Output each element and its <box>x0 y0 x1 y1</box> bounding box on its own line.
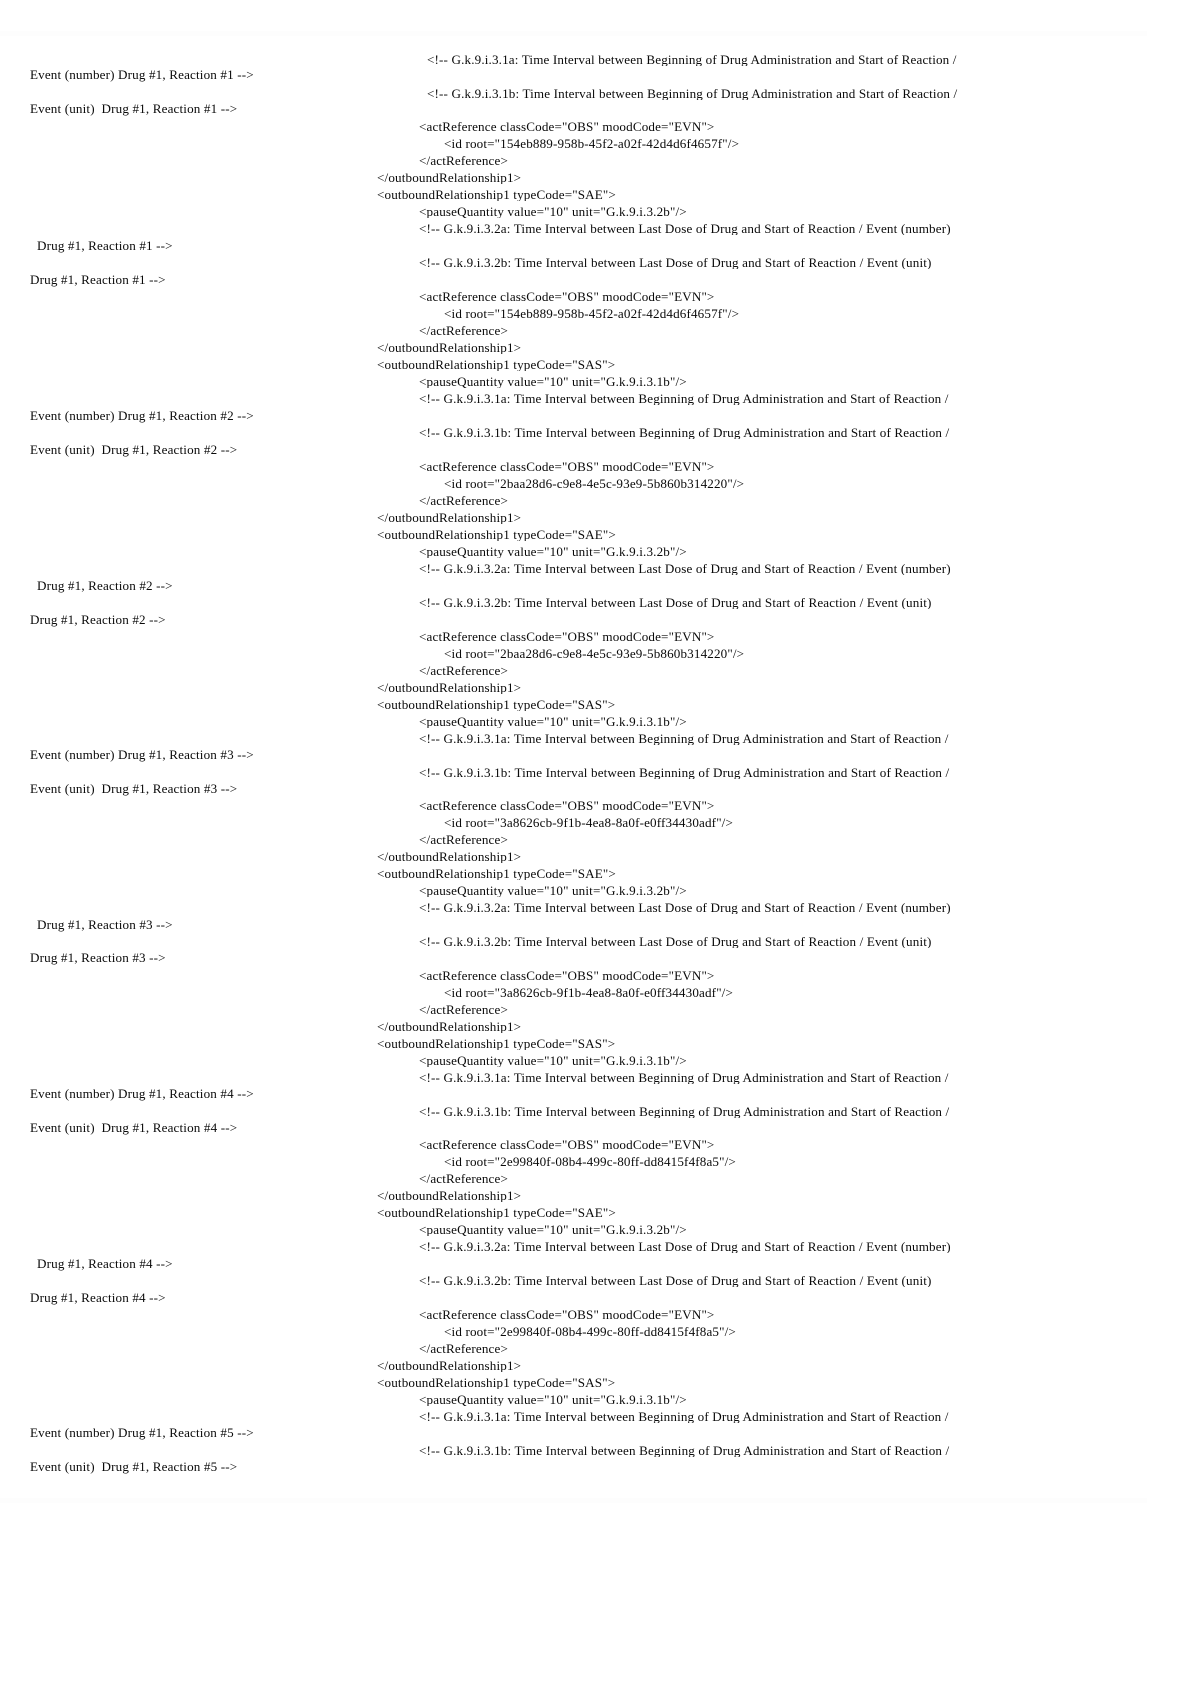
code-line-text: </actReference> <box>419 664 508 678</box>
comment-tail-text: Drug #1, Reaction #2 --> <box>37 578 173 593</box>
code-line-text: <outboundRelationship1 typeCode="SAE"> <box>377 1206 616 1220</box>
comment-tail-line <box>0 68 400 81</box>
code-line-text: <!-- G.k.9.i.3.1b: Time Interval between Beginning of Drug Administration and Start of Reaction / <box>419 1444 950 1458</box>
page-bottom-margin <box>0 1503 1181 1695</box>
comment-tail-line <box>0 579 400 592</box>
comment-tail-line <box>0 918 400 931</box>
comment-tail-text: Drug #1, Reaction #2 --> <box>30 612 166 627</box>
code-line-text: <pauseQuantity value="10" unit="G.k.9.i.3.1b"/> <box>419 375 687 389</box>
comment-tail-line <box>0 782 400 795</box>
code-line-text: <!-- G.k.9.i.3.1b: Time Interval between Beginning of Drug Administration and Start of Reaction / <box>419 426 950 440</box>
code-line-text: <id root="3a8626cb-9f1b-4ea8-8a0f-e0ff34430adf"/> <box>444 816 734 830</box>
code-line-text: <id root="3a8626cb-9f1b-4ea8-8a0f-e0ff34430adf"/> <box>444 986 734 1000</box>
code-line-text: <actReference classCode="OBS" moodCode="EVN"> <box>419 460 715 474</box>
code-line-text: <pauseQuantity value="10" unit="G.k.9.i.3.2b"/> <box>419 545 687 559</box>
code-line-text: </outboundRelationship1> <box>377 511 522 525</box>
code-line-text: <pauseQuantity value="10" unit="G.k.9.i.3.1b"/> <box>419 1054 687 1068</box>
code-line-text: <outboundRelationship1 typeCode="SAS"> <box>377 1037 616 1051</box>
code-line-text: <pauseQuantity value="10" unit="G.k.9.i.3.2b"/> <box>419 884 687 898</box>
code-line-text: <!-- G.k.9.i.3.1a: Time Interval between Beginning of Drug Administration and Start of Reaction / <box>419 1410 949 1424</box>
wrapped-comment-column <box>0 31 400 1503</box>
code-line-text: <actReference classCode="OBS" moodCode="EVN"> <box>419 120 715 134</box>
comment-tail-line <box>0 613 400 626</box>
code-line-text: </actReference> <box>419 324 508 338</box>
code-line-text: <!-- G.k.9.i.3.2a: Time Interval between Last Dose of Drug and Start of Reaction / Event (number) <box>419 562 951 576</box>
code-line-text: <!-- G.k.9.i.3.2a: Time Interval between Last Dose of Drug and Start of Reaction / Event (number) <box>419 901 951 915</box>
comment-tail-text: Drug #1, Reaction #3 --> <box>30 950 166 965</box>
code-line-text: </outboundRelationship1> <box>377 1359 522 1373</box>
code-line-text: <!-- G.k.9.i.3.2b: Time Interval between Last Dose of Drug and Start of Reaction / Event (unit) <box>419 256 932 270</box>
code-line-text: <pauseQuantity value="10" unit="G.k.9.i.3.2b"/> <box>419 205 687 219</box>
comment-tail-text: Event (unit) Drug #1, Reaction #2 --> <box>30 442 238 457</box>
code-line-text: <pauseQuantity value="10" unit="G.k.9.i.3.1b"/> <box>419 1393 687 1407</box>
comment-tail-text: Event (unit) Drug #1, Reaction #4 --> <box>30 1120 238 1135</box>
page-top-margin <box>0 0 1181 31</box>
comment-tail-line <box>0 443 400 456</box>
code-line-text: <!-- G.k.9.i.3.1a: Time Interval between Beginning of Drug Administration and Start of Reaction / <box>427 53 957 67</box>
comment-tail-line <box>0 239 400 252</box>
comment-tail-line <box>0 1121 400 1134</box>
code-line-text: <outboundRelationship1 typeCode="SAS"> <box>377 698 616 712</box>
code-line-text: <id root="2e99840f-08b4-499c-80ff-dd8415f4f8a5"/> <box>444 1325 736 1339</box>
code-line-text: <outboundRelationship1 typeCode="SAS"> <box>377 1376 616 1390</box>
code-line-text: </outboundRelationship1> <box>377 1020 522 1034</box>
comment-tail-text: Event (unit) Drug #1, Reaction #5 --> <box>30 1459 238 1474</box>
comment-tail-text: Event (unit) Drug #1, Reaction #3 --> <box>30 781 238 796</box>
comment-tail-text: Drug #1, Reaction #1 --> <box>30 272 166 287</box>
code-line-text: <actReference classCode="OBS" moodCode="EVN"> <box>419 630 715 644</box>
code-line-text: <id root="2e99840f-08b4-499c-80ff-dd8415f4f8a5"/> <box>444 1155 736 1169</box>
comment-tail-text: Drug #1, Reaction #3 --> <box>37 917 173 932</box>
code-line-text: </outboundRelationship1> <box>377 850 522 864</box>
code-line-text: <pauseQuantity value="10" unit="G.k.9.i.3.1b"/> <box>419 715 687 729</box>
code-line-text: <!-- G.k.9.i.3.1a: Time Interval between Beginning of Drug Administration and Start of Reaction / <box>419 732 949 746</box>
code-line-text: <!-- G.k.9.i.3.1b: Time Interval between Beginning of Drug Administration and Start of Reaction / <box>419 766 950 780</box>
code-line-text: </outboundRelationship1> <box>377 171 522 185</box>
comment-tail-line <box>0 748 400 761</box>
code-line-text: </actReference> <box>419 1172 508 1186</box>
comment-tail-text: Drug #1, Reaction #4 --> <box>37 1256 173 1271</box>
comment-tail-text: Event (number) Drug #1, Reaction #2 --> <box>30 408 254 423</box>
comment-tail-text: Drug #1, Reaction #1 --> <box>37 238 173 253</box>
code-line-text: </outboundRelationship1> <box>377 1189 522 1203</box>
comment-tail-line <box>0 1291 400 1304</box>
code-line-text: <outboundRelationship1 typeCode="SAE"> <box>377 867 616 881</box>
code-line-text: <!-- G.k.9.i.3.2a: Time Interval between Last Dose of Drug and Start of Reaction / Event (number) <box>419 1240 951 1254</box>
code-line-text: <actReference classCode="OBS" moodCode="EVN"> <box>419 1138 715 1152</box>
code-line-text: <outboundRelationship1 typeCode="SAE"> <box>377 528 616 542</box>
comment-tail-line <box>0 951 400 964</box>
comment-tail-line <box>0 273 400 286</box>
code-line-text: <!-- G.k.9.i.3.1a: Time Interval between Beginning of Drug Administration and Start of Reaction / <box>419 392 949 406</box>
code-line-text: <actReference classCode="OBS" moodCode="EVN"> <box>419 290 715 304</box>
code-line-text: <id root="154eb889-958b-45f2-a02f-42d4d6f4657f"/> <box>444 137 740 151</box>
comment-tail-text: Event (number) Drug #1, Reaction #1 --> <box>30 67 254 82</box>
code-line-text: <!-- G.k.9.i.3.1a: Time Interval between Beginning of Drug Administration and Start of Reaction / <box>419 1071 949 1085</box>
comment-tail-line <box>0 409 400 422</box>
comment-tail-line <box>0 1426 400 1439</box>
code-line-text: <outboundRelationship1 typeCode="SAE"> <box>377 188 616 202</box>
code-line-text: <pauseQuantity value="10" unit="G.k.9.i.3.2b"/> <box>419 1223 687 1237</box>
comment-tail-text: Event (unit) Drug #1, Reaction #1 --> <box>30 101 238 116</box>
code-line-text: </outboundRelationship1> <box>377 681 522 695</box>
code-line-text: </actReference> <box>419 494 508 508</box>
code-line-text: <outboundRelationship1 typeCode="SAS"> <box>377 358 616 372</box>
comment-tail-line <box>0 1460 400 1473</box>
code-line-text: <actReference classCode="OBS" moodCode="EVN"> <box>419 799 715 813</box>
code-line-text: <!-- G.k.9.i.3.2b: Time Interval between Last Dose of Drug and Start of Reaction / Event (unit) <box>419 596 932 610</box>
code-line-text: <!-- G.k.9.i.3.1b: Time Interval between Beginning of Drug Administration and Start of Reaction / <box>419 1105 950 1119</box>
code-line-text: <id root="2baa28d6-c9e8-4e5c-93e9-5b860b314220"/> <box>444 647 745 661</box>
code-line-text: <id root="2baa28d6-c9e8-4e5c-93e9-5b860b314220"/> <box>444 477 745 491</box>
code-line-text: <actReference classCode="OBS" moodCode="EVN"> <box>419 1308 715 1322</box>
comment-tail-line <box>0 1257 400 1270</box>
code-line-text: <actReference classCode="OBS" moodCode="EVN"> <box>419 969 715 983</box>
code-line-text: </actReference> <box>419 833 508 847</box>
code-line-text: <!-- G.k.9.i.3.2b: Time Interval between Last Dose of Drug and Start of Reaction / Event (unit) <box>419 935 932 949</box>
code-line-text: </actReference> <box>419 1342 508 1356</box>
code-line-text: </outboundRelationship1> <box>377 341 522 355</box>
code-line-text: <!-- G.k.9.i.3.2b: Time Interval between Last Dose of Drug and Start of Reaction / Event (unit) <box>419 1274 932 1288</box>
comment-tail-text: Drug #1, Reaction #4 --> <box>30 1290 166 1305</box>
comment-tail-text: Event (number) Drug #1, Reaction #3 --> <box>30 747 254 762</box>
code-line-text: <!-- G.k.9.i.3.2a: Time Interval between Last Dose of Drug and Start of Reaction / Event (number) <box>419 222 951 236</box>
comment-tail-line <box>0 102 400 115</box>
comment-tail-line <box>0 1087 400 1100</box>
code-line-text: <id root="154eb889-958b-45f2-a02f-42d4d6f4657f"/> <box>444 307 740 321</box>
comment-tail-text: Event (number) Drug #1, Reaction #5 --> <box>30 1425 254 1440</box>
comment-tail-text: Event (number) Drug #1, Reaction #4 --> <box>30 1086 254 1101</box>
code-line-text: <!-- G.k.9.i.3.1b: Time Interval between Beginning of Drug Administration and Start of Reaction / <box>427 87 958 101</box>
code-line-text: </actReference> <box>419 1003 508 1017</box>
code-line-text: </actReference> <box>419 154 508 168</box>
page-right-margin-clip <box>1147 31 1181 1503</box>
